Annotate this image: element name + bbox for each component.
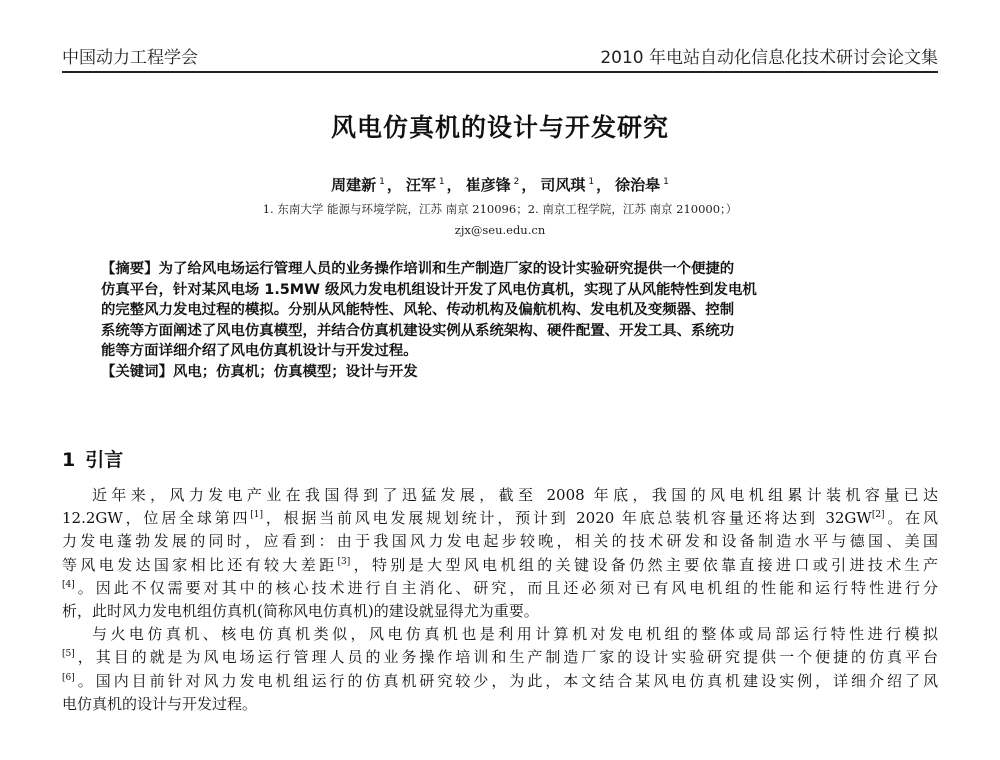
paragraph-line: 12.2GW，位居全球第四[1]，根据当前风电发展规划统计，预计到 2020 年底总装机容量还将达到 32GW[2]。在风 (62, 509, 938, 528)
author: 徐治皋 $^1$ (615, 176, 669, 194)
abstract (101, 259, 901, 383)
header-rule (62, 71, 938, 73)
body-text (62, 484, 938, 716)
author: 周建新 $^1$ (331, 176, 385, 194)
section-heading (62, 445, 123, 472)
author-email: zjx@seu.edu.cn (454, 223, 546, 237)
paragraph-line: 等风电发达国家相比还有较大差距[3]，特别是大型风电机组的关键设备仍然主要依靠直接进口或引进技术生产 (62, 555, 938, 574)
abstract-line: 系统等方面阐述了风电仿真模型，并结合仿真机建设实例从系统架构、硬件配置、开发工具、系统功 (101, 322, 735, 339)
author-list: 周建新 $^1$ ， 汪军 $^1$ ， 崔彦锋 $^2$ ， 司风琪 $^1$ ， 徐治皋 $^1$ (331, 176, 669, 194)
section-title: 引言 (85, 449, 124, 471)
paragraph-line: 电仿真机的设计与开发过程。 (62, 694, 258, 713)
paragraph-line: [4]。因此不仅需要对其中的核心技术进行自主消化、研究，而且还必须对已有风电机组的性能和运行特性进行分 (62, 578, 938, 597)
abstract-line: 能等方面详细介绍了风电仿真机设计与开发过程。 (101, 343, 418, 360)
header-proceedings: 2010 年电站自动化信息化技术研讨会论文集 (600, 48, 938, 68)
keywords: 【关键词】风电；仿真机；仿真模型；设计与开发 (101, 363, 418, 380)
running-header (62, 42, 938, 68)
abstract-line: 仿真平台，针对某风电场 1.5MW 级风力发电机组设计开发了风电仿真机，实现了从风能特性到发电机 (101, 281, 757, 298)
citation: [6] (62, 672, 75, 683)
paragraph-line: 析，此时风力发电机组仿真机(简称风电仿真机)的建设就显得尤为重要。 (62, 602, 539, 621)
affiliation: 1. 东南大学 能源与环境学院，江苏 南京 210096；2. 南京工程学院，江苏 南京 210000；） (262, 202, 738, 216)
citation: [4] (62, 579, 75, 590)
citation: [2] (871, 510, 885, 521)
header-society: 中国动力工程学会 (62, 48, 198, 68)
abstract-line: 【摘要】为了给风电场运行管理人员的业务操作培训和生产制造厂家的设计实验研究提供一个便捷的 (101, 261, 735, 277)
abstract-line: 的完整风力发电过程的模拟。分别从风能特性、风轮、传动机构及偏航机构、发电机及变频器、控制 (101, 302, 735, 319)
citation: [3] (337, 556, 351, 567)
paragraph-line: 近年来，风力发电产业在我国得到了迅猛发展，截至 2008 年底，我国的风电机组累计装机容量已达 (92, 486, 938, 504)
section-number: 1 (62, 449, 76, 471)
citation: [1] (250, 510, 264, 521)
paragraph-line: [5]，其目的就是为风电场运行管理人员的业务操作培训和生产制造厂家的设计实验研究提供一个便捷的仿真平台 (62, 648, 938, 667)
author: 司风琪 $^1$ (540, 176, 595, 194)
paragraph-line: [6]。国内目前针对风力发电机组运行的仿真机研究较少，为此，本文结合某风电仿真机建设实例，详细介绍了风 (62, 671, 938, 690)
paragraph-line: 力发电蓬勃发展的同时，应看到：由于我国风力发电起步较晚，相关的技术研发和设备制造水平与德国、美国 (62, 532, 938, 551)
author: 崔彦锋 $^2$ (465, 176, 520, 194)
paragraph-line: 与火电仿真机、核电仿真机类似，风电仿真机也是利用计算机对发电机组的整体或局部运行特性进行模拟 (92, 625, 938, 644)
citation: [5] (62, 649, 75, 660)
author: 汪军 $^1$ (405, 176, 445, 194)
paper-title: 风电仿真机的设计与开发研究 (330, 113, 669, 142)
